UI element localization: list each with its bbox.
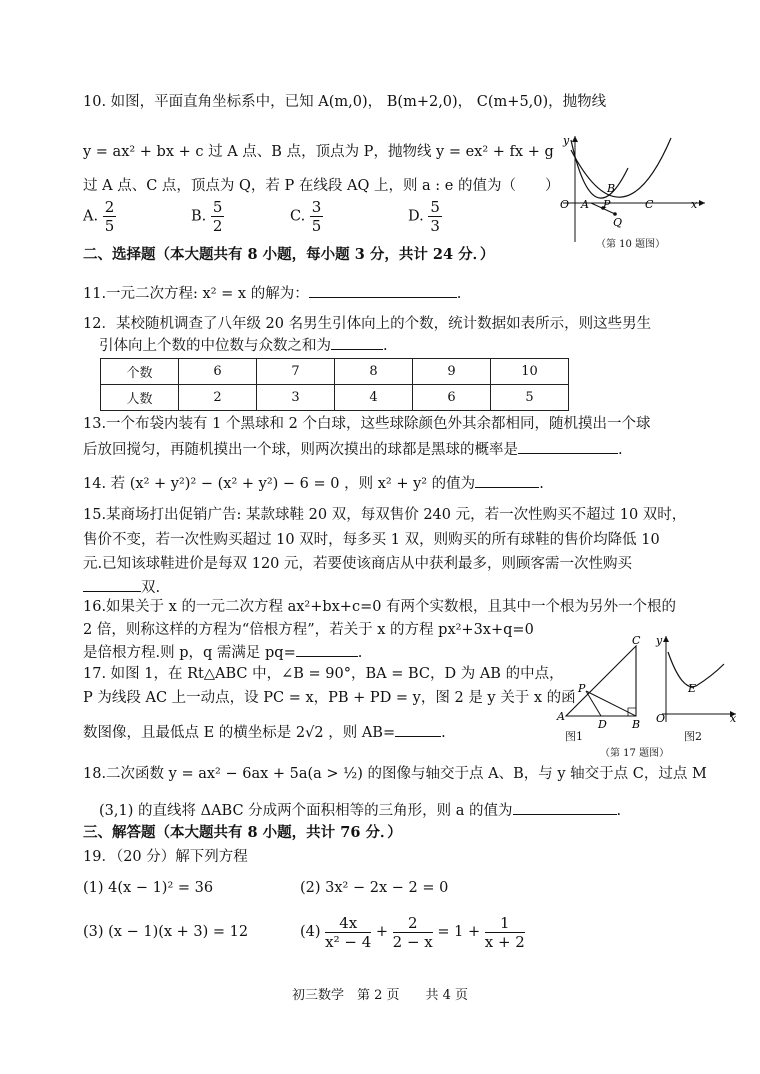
q17-fig1-label-c: C bbox=[632, 634, 641, 647]
q17-fig2-label-e: E bbox=[688, 682, 697, 695]
q16-line1: 16.如果关于 x 的一元二次方程 ax²+bx+c=0 有两个实数根，且其中一个根为另外一个根的 bbox=[83, 599, 677, 615]
q16-line2: 2 倍，则称这样的方程为“倍根方程”，若关于 x 的方程 px²+3x+q=0 bbox=[83, 622, 534, 638]
q17-fig2-label-y: y bbox=[656, 634, 663, 647]
q10-figure bbox=[553, 130, 713, 250]
q17-line2: P 为线段 AC 上一动点，设 PC = x，PB + PD = y，图 2 是 y 关于 x 的函 bbox=[83, 690, 576, 706]
section3-title: 三、解答题（本大题共有 8 小题，共计 76 分．） bbox=[83, 824, 402, 841]
q17-figure-1 bbox=[556, 634, 648, 730]
q10-line3: 过 A 点、C 点，顶点为 Q，若 P 在线段 AQ 上，则 a : e 的值为（ ） bbox=[83, 178, 560, 194]
q19-part1: (1) 4(x − 1)² = 36 bbox=[83, 880, 214, 896]
section2-title: 二、选择题（本大题共有 8 小题，每小题 3 分，共计 24 分．） bbox=[83, 246, 495, 263]
table-row: 人数 2 3 4 6 5 bbox=[101, 385, 569, 411]
table-row: 个数 6 7 8 9 10 bbox=[101, 359, 569, 385]
q15-line4: 双. bbox=[83, 577, 160, 598]
q17-fig2-label-o: O bbox=[656, 712, 666, 725]
q13-line2: 后放回搅匀，再随机摸出一个球，则两次摸出的球都是黑球的概率是 . bbox=[83, 439, 623, 460]
q17-fig2-label-x: x bbox=[730, 712, 737, 725]
q10-fig-label-o: O bbox=[560, 198, 570, 211]
q17-line3: 数图像，且最低点 E 的横坐标是 2√2 ，则 AB= . bbox=[83, 722, 446, 743]
q13-line1: 13.一个布袋内装有 1 个黑球和 2 个白球，这些球除颜色外其余都相同，随机摸出一个球 bbox=[83, 416, 651, 432]
q10-fig-label-q: Q bbox=[613, 216, 623, 229]
q11: 11.一元二次方程: x² = x 的解为： . bbox=[83, 283, 461, 304]
q17-line1: 17. 如图 1，在 Rt△ABC 中，∠B = 90°，BA = BC，D 为 AB 的中点， bbox=[83, 666, 564, 682]
q10-option-b: B. $\frac{5}{2}$ bbox=[191, 198, 223, 235]
q12-line2: 引体向上个数的中位数与众数之和为 . bbox=[99, 335, 388, 356]
q10-fig-label-a: A bbox=[581, 198, 589, 211]
q17-fig1-label-a: A bbox=[557, 710, 565, 723]
q17-figure-caption: （第 17 题图） bbox=[600, 748, 670, 759]
q10-fig-label-y: y bbox=[563, 134, 570, 147]
q10-fig-label-c: C bbox=[645, 198, 654, 211]
q12-table bbox=[100, 358, 569, 411]
q10-line2: y = ax² + bx + c 过 A 点、B 点，顶点为 P，抛物线 y = ex² + fx + g bbox=[83, 144, 554, 160]
q10-option-d: D. $\frac{5}{3}$ bbox=[408, 198, 440, 235]
q17-fig2-caption: 图2 bbox=[684, 730, 702, 743]
q10-fig-label-b: B bbox=[607, 182, 616, 195]
q17-fig1-caption: 图1 bbox=[565, 730, 583, 743]
q10-option-c: C. $\frac{3}{5}$ bbox=[290, 198, 322, 235]
q17-fig1-label-d: D bbox=[598, 718, 607, 730]
q10-option-a: A. $\frac{2}{5}$ bbox=[83, 198, 115, 235]
q15-line2: 售价不变，若一次性购买超过 10 双时，每多买 1 双，则购买的所有球鞋的售价均降低 10 bbox=[83, 532, 660, 548]
q10-fig-label-x: x bbox=[691, 198, 698, 211]
q15-line1: 15.某商场打出促销广告: 某款球鞋 20 双，每双售价 240 元，若一次性购买不超过 10 双时， bbox=[83, 507, 687, 523]
q19-title: 19．（20 分）解下列方程 bbox=[83, 849, 248, 865]
q18-line2: (3,1) 的直线将 ΔABC 分成两个面积相等的三角形，则 a 的值为 . bbox=[99, 800, 621, 821]
q10-fig-label-p: P bbox=[603, 198, 611, 211]
q15-line3: 元.已知该球鞋进价是每双 120 元，若要使该商店从中获利最多，则顾客需一次性购买 bbox=[83, 556, 633, 572]
q17-figure-2 bbox=[652, 630, 742, 726]
q19-part4: (4) $\frac{4x}{\text{x² − 4}}$ + $\frac{2}{2 - x}$ = 1 + $\frac{1}{x + 2}$ bbox=[300, 913, 525, 951]
page-footer: 初三数学 第 2 页 共 4 页 bbox=[291, 988, 469, 1003]
q17-fig1-label-b: B bbox=[632, 718, 641, 730]
q16-line3: 是倍根方程.则 p，q 需满足 pq= . bbox=[83, 642, 362, 663]
q14: 14. 若 (x² + y²)² − (x² + y²) − 6 = 0 ，则 x² + y² 的值为 . bbox=[83, 473, 544, 494]
q19-part2: (2) 3x² − 2x − 2 = 0 bbox=[300, 880, 449, 896]
q10-figure-caption: （第 10 题图） bbox=[596, 239, 666, 250]
q10-line1: 10. 如图，平面直角坐标系中，已知 A(m,0)， B(m+2,0)， C(m+5,0)，抛物线 bbox=[83, 94, 607, 110]
q19-part3: (3) (x − 1)(x + 3) = 12 bbox=[83, 924, 249, 940]
q12-line1: 12．某校随机调查了八年级 20 名男生引体向上的个数，统计数据如表所示，则这些男生 bbox=[83, 316, 652, 332]
q18-line1: 18.二次函数 y = ax² − 6ax + 5a(a > ½) 的图像与轴交于点 A、B，与 y 轴交于点 C，过点 M bbox=[83, 766, 707, 782]
q17-fig1-label-p: P bbox=[578, 682, 586, 695]
